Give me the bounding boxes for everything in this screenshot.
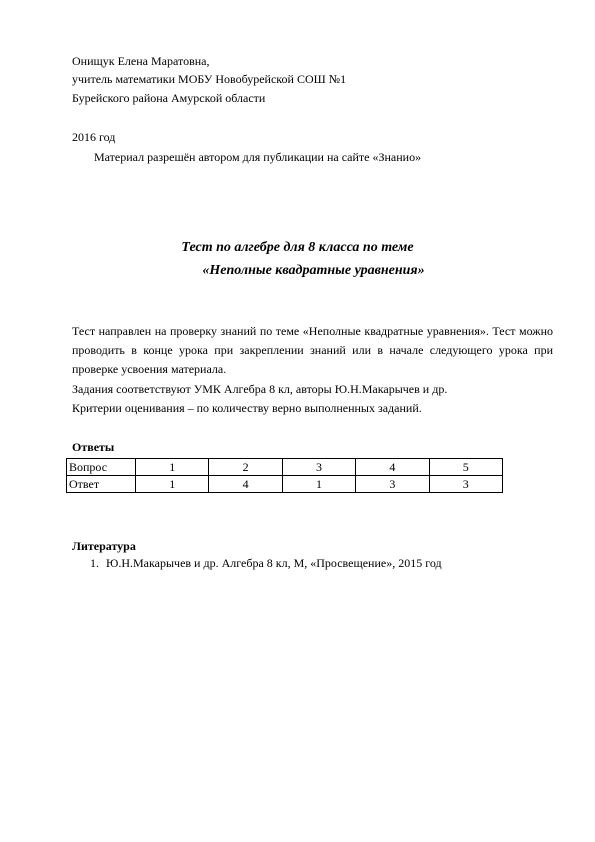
author-position: учитель математики МОБУ Новобурейской СОШ №1 xyxy=(72,72,347,86)
permission-note: Материал разрешён автором для публикации на сайте «Знанио» xyxy=(94,150,422,164)
list-item-text: Ю.Н.Макарычев и др. Алгебра 8 кл, М, «Просвещение», 2015 год xyxy=(106,556,442,570)
year: 2016 год xyxy=(72,130,116,144)
document-title-line1: Тест по алгебре для 8 класса по теме xyxy=(181,240,414,255)
table-cell: 1 xyxy=(136,459,209,476)
table-cell: 4 xyxy=(356,459,429,476)
table-row xyxy=(67,459,503,476)
table-cell: 3 xyxy=(282,459,355,476)
table-cell: 1 xyxy=(282,476,355,493)
author-name: Онищук Елена Маратовна, xyxy=(72,54,210,68)
description-criteria: Критерии оценивания – по количеству верно выполненных заданий. xyxy=(72,401,422,415)
literature-heading: Литература xyxy=(72,539,136,553)
document-title-line2: «Неполные квадратные уравнения» xyxy=(202,263,425,278)
table-cell: 1 xyxy=(136,476,209,493)
table-cell: 3 xyxy=(429,476,502,493)
table-row-label: Вопрос xyxy=(67,459,136,476)
table-cell: 2 xyxy=(209,459,282,476)
description-paragraph: Тест направлен на проверку знаний по теме «Неполные квадратные уравнения». Тест можно проводить в конце урока при закреплении знаний или в начале следующего урока при проверке усвоения материала. xyxy=(72,324,553,376)
table-row xyxy=(67,476,503,493)
table-cell: 3 xyxy=(356,476,429,493)
list-item-number: 1. xyxy=(90,556,99,570)
description-umk: Задания соответствуют УМК Алгебра 8 кл, авторы Ю.Н.Макарычев и др. xyxy=(72,382,448,396)
author-district: Бурейского района Амурской области xyxy=(72,91,266,105)
table-cell: 4 xyxy=(209,476,282,493)
answers-heading: Ответы xyxy=(72,440,115,454)
answers-table xyxy=(66,458,503,493)
table-cell: 5 xyxy=(429,459,502,476)
table-row-label: Ответ xyxy=(67,476,136,493)
